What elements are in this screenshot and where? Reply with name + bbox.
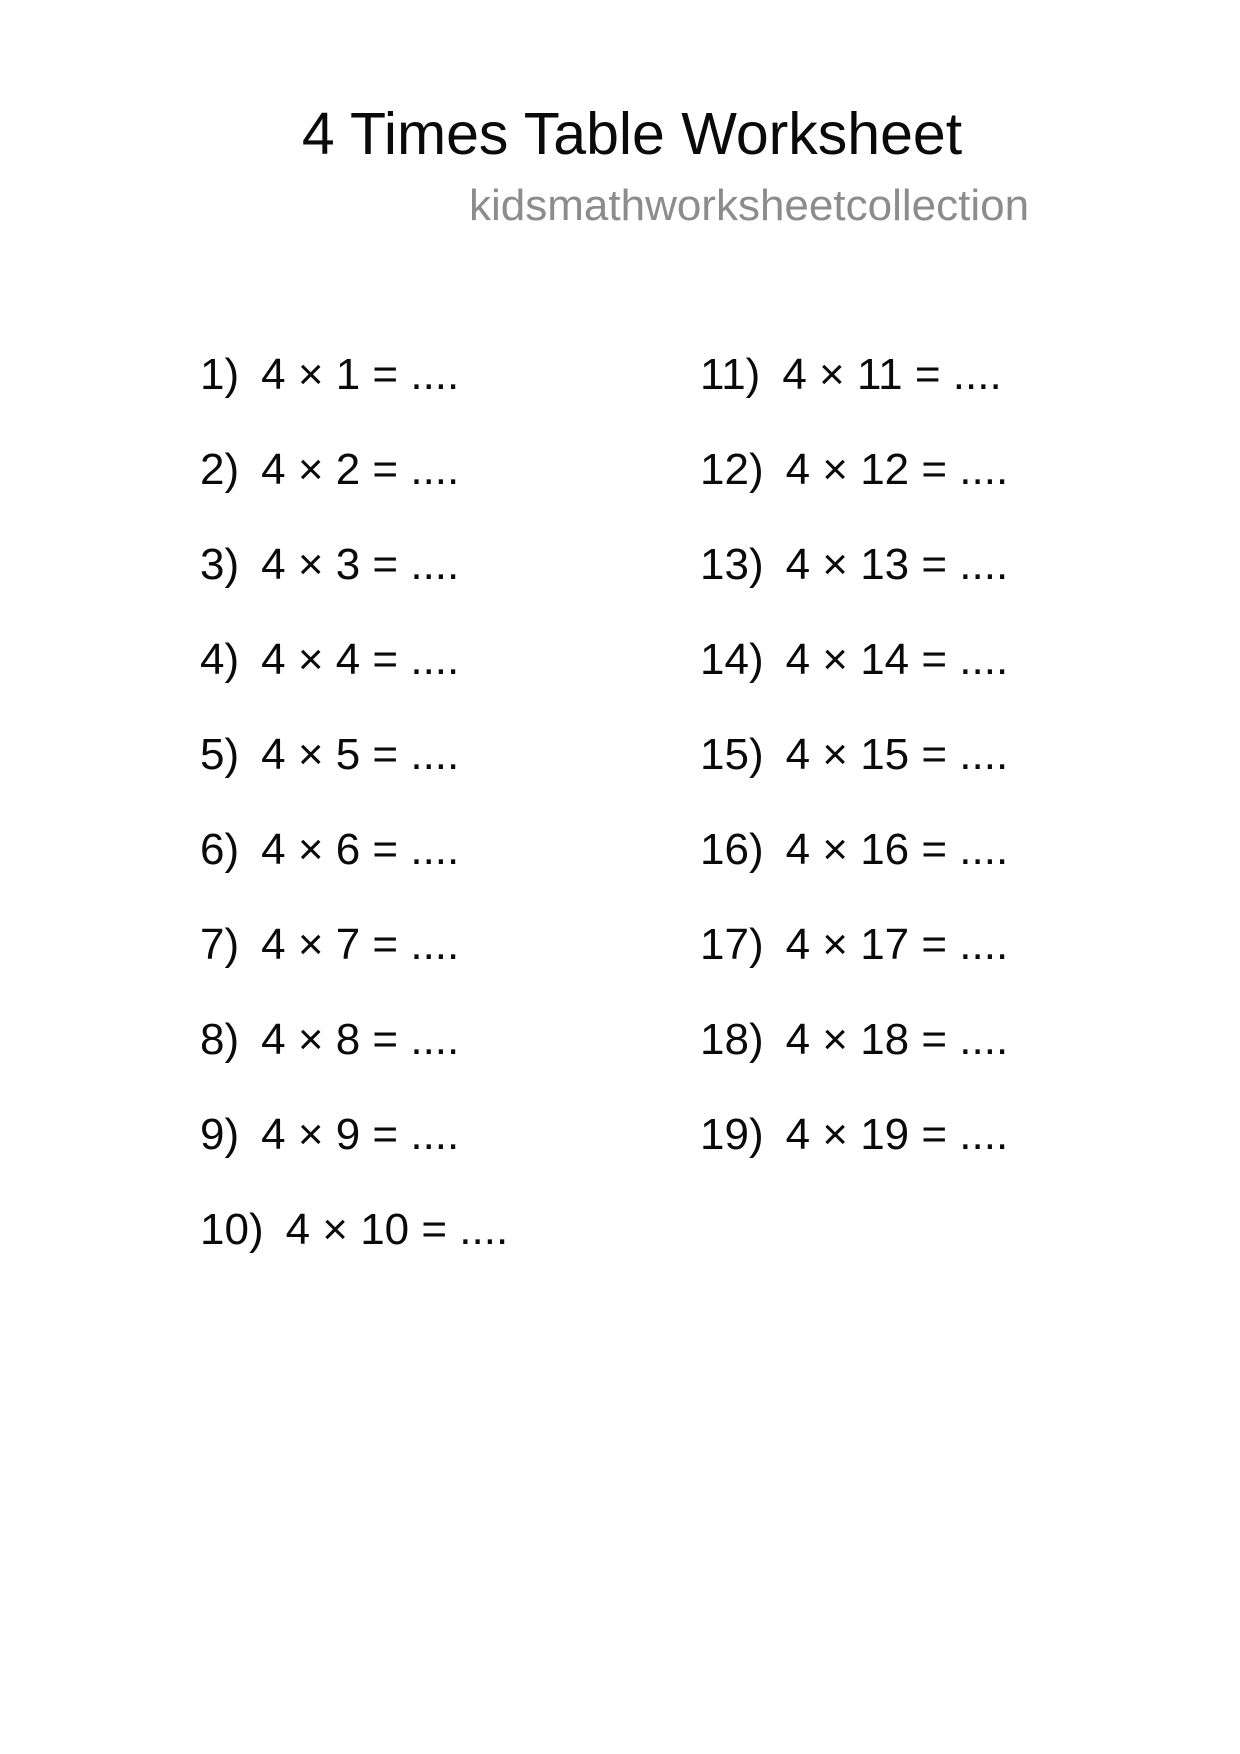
problem-number: 5) <box>200 730 240 779</box>
source-watermark: kidsmathworksheetcollection <box>469 181 1030 230</box>
problem-item <box>700 630 1008 725</box>
problem-expression: 4 × 5 = .... <box>261 730 460 779</box>
problem-number: 8) <box>200 1015 240 1064</box>
problem-expression: 4 × 6 = .... <box>261 825 460 874</box>
problem-expression: 4 × 16 = .... <box>785 825 1009 874</box>
problem-expression: 4 × 15 = .... <box>785 730 1009 779</box>
problem-item <box>700 725 1008 820</box>
problem-item <box>200 440 508 535</box>
problem-number: 15) <box>700 730 764 779</box>
problem-list-left <box>200 345 508 1295</box>
problem-item <box>700 1010 1008 1105</box>
problem-expression: 4 × 2 = .... <box>261 445 460 494</box>
problem-item <box>200 345 508 440</box>
problem-item <box>700 535 1008 630</box>
problem-item <box>700 1105 1008 1200</box>
problem-number: 13) <box>700 540 764 589</box>
problem-number: 9) <box>200 1110 240 1159</box>
worksheet-title: 4 Times Table Worksheet <box>301 101 963 167</box>
problem-expression: 4 × 8 = .... <box>261 1015 460 1064</box>
problem-expression: 4 × 9 = .... <box>261 1110 460 1159</box>
problem-expression: 4 × 4 = .... <box>261 635 460 684</box>
problem-expression: 4 × 17 = .... <box>785 920 1009 969</box>
problem-expression: 4 × 11 = .... <box>782 350 1002 399</box>
problem-expression: 4 × 10 = .... <box>285 1205 509 1254</box>
problem-number: 11) <box>700 350 761 399</box>
problem-number: 6) <box>200 825 240 874</box>
problem-item <box>200 1200 508 1295</box>
problem-number: 1) <box>200 350 240 399</box>
problem-expression: 4 × 1 = .... <box>261 350 460 399</box>
problem-number: 12) <box>700 445 764 494</box>
problem-item <box>200 820 508 915</box>
problem-item <box>200 630 508 725</box>
problem-item <box>700 820 1008 915</box>
problem-number: 16) <box>700 825 764 874</box>
problem-number: 2) <box>200 445 240 494</box>
problem-expression: 4 × 18 = .... <box>785 1015 1009 1064</box>
problem-item <box>200 1010 508 1105</box>
problem-item <box>200 1105 508 1200</box>
problem-item <box>700 915 1008 1010</box>
problem-item <box>200 915 508 1010</box>
problem-expression: 4 × 13 = .... <box>785 540 1009 589</box>
problem-expression: 4 × 7 = .... <box>261 920 460 969</box>
problem-number: 18) <box>700 1015 764 1064</box>
problem-number: 19) <box>700 1110 764 1159</box>
problem-item <box>700 345 1008 440</box>
problem-item <box>200 535 508 630</box>
problem-number: 14) <box>700 635 764 684</box>
problem-number: 7) <box>200 920 240 969</box>
problem-list-right <box>700 345 1008 1200</box>
problem-expression: 4 × 12 = .... <box>785 445 1009 494</box>
problem-item <box>700 440 1008 535</box>
problem-expression: 4 × 14 = .... <box>785 635 1009 684</box>
problem-number: 10) <box>200 1205 264 1254</box>
problem-item <box>200 725 508 820</box>
problem-number: 17) <box>700 920 764 969</box>
problem-number: 4) <box>200 635 240 684</box>
problem-expression: 4 × 3 = .... <box>261 540 460 589</box>
problem-number: 3) <box>200 540 240 589</box>
problem-expression: 4 × 19 = .... <box>785 1110 1009 1159</box>
